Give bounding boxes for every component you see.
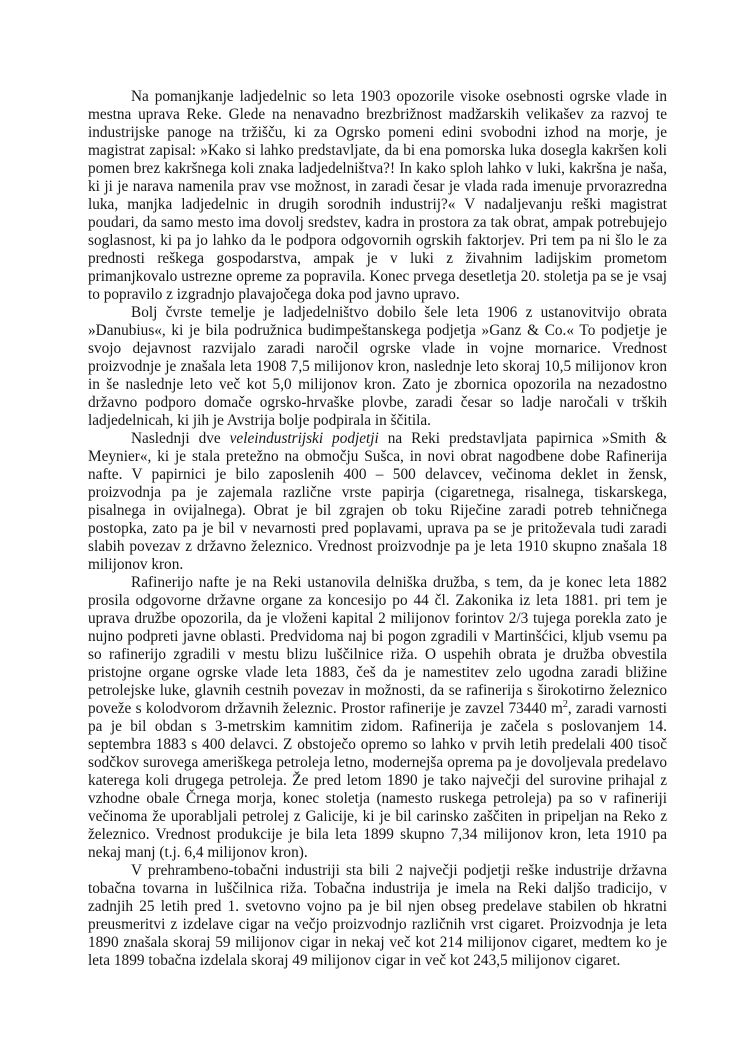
text-run: , zaradi varnosti pa je bil obdan s 3-metrskim kamnitim zidom. Rafinerija je začela s poslovanjem 14. septembra 1883 s 400 delavci. Z obstoječo opremo so lahko v prvih letih predelali 400 tisoč sodčkov surovega ameriškega petroleja letno, modernejša oprema pa je dovoljevala predelavo katerega koli drugega petroleja. Že pred letom 1890 je tako največji del surovine prihajal z vzhodne obale Črnega morja, konec stoletja (namesto ruskega petroleja) pa so v rafineriji večinoma že uporabljali petrolej z Galicije, ki je bil carinsko zaščiten in pripeljan na Reko z železnico. Vrednost produkcije je bila leta 1899 skupno 7,34 milijonov kron, leta 1910 pa nekaj manj (t.j. 6,4 milijonov kron). (88, 700, 667, 861)
text-run: Bolj čvrste temelje je ladjedelništvo dobilo šele leta 1906 z ustanovitvijo obrata »Danubius«, ki je bila podružnica budimpeštanskega podjetja »Ganz & Co.« To podjetje je svojo dejavnost razvijalo zaradi naročil ogrske vlade in vojne mornarice. Vrednost proizvodnje je znašala leta 1908 7,5 milijonov kron, naslednje leto skoraj 10,5 milijonov kron in še naslednje leto več kot 5,0 milijonov kron. Zato je zbornica opozorila na nezadostno državno podporo domače ogrsko-hrvaške plovbe, zaradi česar so ladje naročali v trških ladjedelnicah, ki jih je Avstrija bolje podpirala in ščitila. (88, 304, 667, 429)
document-body (88, 88, 667, 970)
text-run: V prehrambeno-tobačni industriji sta bili 2 največji podjetji reške industrije državna tobačna tovarna in luščilnica riža. Tobačna industrija je imela na Reki daljšo tradicijo, v zadnjih 25 letih pred 1. svetovno vojno pa je bil njen obseg predelave stabilen ob hkratni preusmeritvi z izdelave cigar na večjo proizvodnjo različnih vrst cigaret. Proizvodnja je leta 1890 znašala skoraj 59 milijonov cigar in nekaj več kot 214 milijonov cigaret, medtem ko je leta 1899 tobačna izdelala skoraj 49 milijonov cigar in več kot 243,5 milijonov cigaret. (88, 862, 667, 969)
text-run: na Reki predstavljata papirnica »Smith & Meynier«, ki je stala pretežno na območju Sušca, in novi obrat nagodbene dobe Rafinerija nafte. V papirnici je bilo zaposlenih 400 – 500 delavcev, večinoma deklet in žensk, proizvodnja pa je zajemala različne vrste papirja (cigaretnega, risalnega, tiskarskega, pisalnega in ovijalnega). Obrat je bil zgrajen ob toku Riječine zaradi potreb tehničnega postopka, zato pa je bil v nevarnosti pred poplavami, uprava pa se je pritoževala tudi zaradi slabih povezav z državno železnico. Vrednost proizvodnje pa je leta 1910 skupno znašala 18 milijonov kron. (88, 430, 667, 573)
text-run: Na pomanjkanje ladjedelnic so leta 1903 opozorile visoke osebnosti ogrske vlade in mestna uprava Reke. Glede na nenavadno brezbrižnost madžarskih velikašev za razvoj te industrijske panoge na tržišču, ki za Ogrsko pomeni edini svobodni izhod na morje, je magistrat zapisal: »Kako si lahko predstavljate, da bi ena pomorska luka dosegla kakršen koli pomen brez kakršnega koli znaka ladjedelništva?! In kako sploh lahko v luki, kakršna je naša, ki ji je narava namenila prav vse možnost, in zaradi česar je vlada rada imenuje prvorazredna luka, manjka ladjedelnic in drugih sorodnih industrij?« V nadaljevanju reški magistrat poudari, da samo mesto ima dovolj sredstev, kadra in prostora za tak obrat, ampak potrebujejo soglasnost, ki pa jo lahko da le podpora odgovornih ogrskih faktorjev. Pri tem pa ni šlo le za prednosti reškega gospodarstva, ampak je v luki z živahnim ladijskim prometom primanjkovalo ustrezne opreme za popravila. Konec prvega desetletja 20. stoletja pa se je vsaj to popravilo z izgradnjo plavajočega doka pod javno upravo. (88, 88, 667, 303)
superscript-text: 2 (562, 698, 568, 710)
italic-text: veleindustrijski podjetji (229, 430, 379, 447)
paragraph-4 (88, 574, 667, 862)
text-run: Naslednji dve (131, 430, 230, 447)
paragraph-3 (88, 430, 667, 574)
paragraph-2 (88, 304, 667, 430)
paragraph-1 (88, 88, 667, 304)
paragraph-5 (88, 862, 667, 970)
text-run: Rafinerijo nafte je na Reki ustanovila delniška družba, s tem, da je konec leta 1882 prosila odgovorne državne organe za koncesijo po 44 čl. Zakonika iz leta 1881. pri tem je uprava družbe opozorila, da je vloženi kapital 2 milijonov forintov 2/3 tujega porekla zato je nujno podpreti javne oblasti. Predvidoma naj bi pogon zgradili v Martinšćici, kljub vsemu pa so rafinerijo zgradili v mestu blizu luščilnice riža. O uspehih obrata je družba obvestila pristojne organe ogrske vlade leta 1883, češ da je namestitev zelo ugodna zaradi bližine petrolejske luke, glavnih cestnih povezav in možnosti, da se rafinerija s širokotirno železnico poveže s kolodvorom državnih železnic. Prostor rafinerije je zavzel 73440 m (88, 574, 667, 717)
